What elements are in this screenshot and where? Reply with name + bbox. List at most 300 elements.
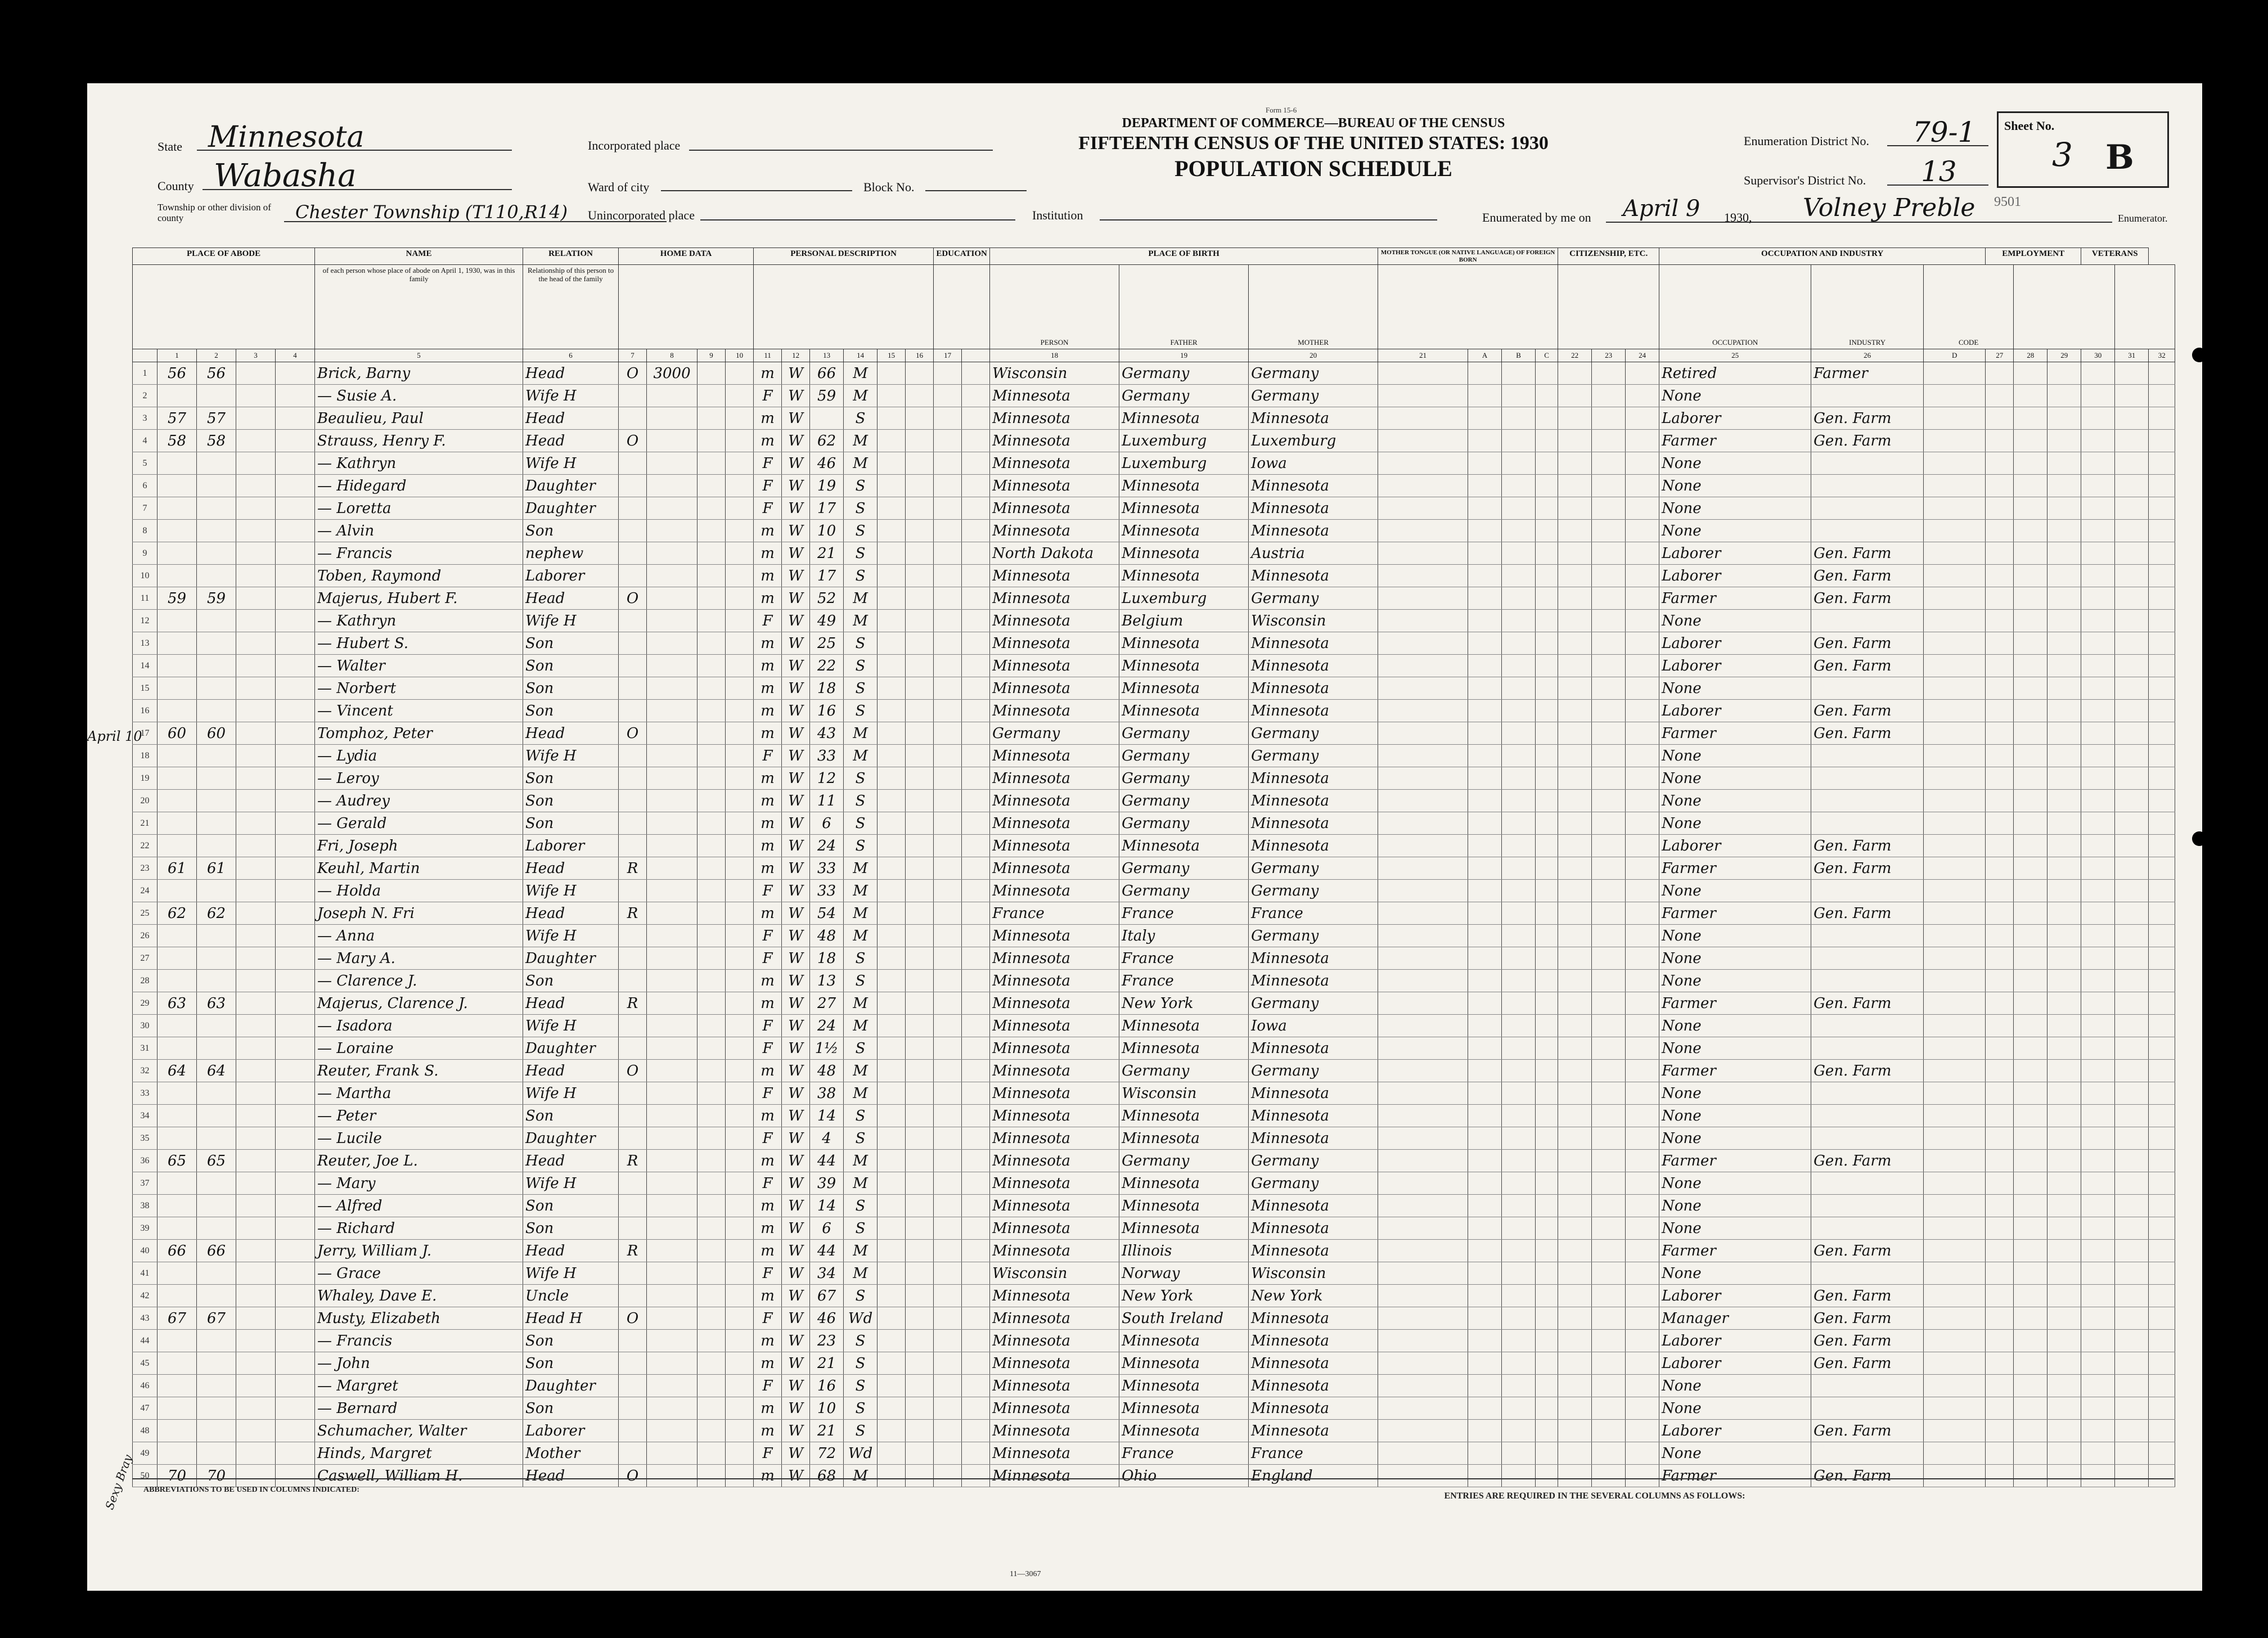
sex: F (754, 880, 782, 902)
code-a (1468, 1240, 1502, 1262)
naturalization (1592, 992, 1626, 1015)
veteran (2081, 1352, 2115, 1375)
veteran (2081, 812, 2115, 835)
table-row (133, 362, 2175, 385)
occupation: Farmer (1659, 857, 1811, 880)
marital-status: M (844, 362, 878, 385)
class-worker (1986, 1060, 2014, 1082)
war (2115, 475, 2149, 497)
veteran (2081, 452, 2115, 475)
sex: F (754, 1037, 782, 1060)
unused-col (236, 722, 276, 745)
farm-schedule (2149, 1105, 2175, 1127)
enumeration-year: 1930, (1724, 210, 1752, 224)
war (2115, 407, 2149, 430)
person-name: Keuhl, Martin (315, 857, 523, 880)
age-married (878, 632, 906, 655)
class-worker (1986, 452, 2014, 475)
census-title: FIFTEENTH CENSUS OF THE UNITED STATES: 1930 (1078, 133, 1549, 154)
immigration-year (1558, 587, 1592, 610)
radio-set (698, 655, 726, 677)
naturalization (1592, 1015, 1626, 1037)
radio-set (698, 790, 726, 812)
birthplace: Minnesota (990, 745, 1119, 767)
father-birthplace: Minnesota (1119, 1397, 1249, 1420)
code-b (1502, 812, 1536, 835)
code-c (1536, 1442, 1558, 1465)
birthplace: Germany (990, 722, 1119, 745)
mother-birthplace: Germany (1249, 587, 1378, 610)
mother-tongue (1378, 610, 1468, 632)
birthplace: Minnesota (990, 700, 1119, 722)
class-worker (1986, 947, 2014, 970)
unused-col (276, 452, 315, 475)
mother-birthplace: Austria (1249, 542, 1378, 565)
code-a (1468, 925, 1502, 947)
father-birthplace: Ohio (1119, 1465, 1249, 1487)
supervisor-district-label: Supervisor's District No. (1744, 173, 1866, 187)
school (906, 1330, 934, 1352)
line-number (2048, 812, 2081, 835)
family-number: 66 (197, 1240, 236, 1262)
row-number: 35 (133, 1127, 158, 1150)
code-b (1502, 1037, 1536, 1060)
race: W (782, 767, 810, 790)
code-a (1468, 587, 1502, 610)
class-worker (1986, 1375, 2014, 1397)
relation: Wife H (523, 1082, 619, 1105)
war (2115, 767, 2149, 790)
farm-schedule (2149, 1262, 2175, 1285)
farm (726, 1240, 754, 1262)
mother-tongue (1378, 565, 1468, 587)
sheet-value: 3 (2052, 136, 2073, 174)
read-write (934, 1037, 962, 1060)
dwelling-number: 57 (158, 407, 197, 430)
person-name: Strauss, Henry F. (315, 430, 523, 452)
war (2115, 1442, 2149, 1465)
row-number: 48 (133, 1420, 158, 1442)
home-value (647, 655, 698, 677)
read-write (934, 565, 962, 587)
table-row (133, 1352, 2175, 1375)
marital-status: S (844, 767, 878, 790)
unused-col (236, 1195, 276, 1217)
radio-set (698, 520, 726, 542)
read-write (934, 925, 962, 947)
race: W (782, 857, 810, 880)
age: 46 (810, 1307, 844, 1330)
code-d (1924, 700, 1986, 722)
age: 22 (810, 655, 844, 677)
immigration-year (1558, 520, 1592, 542)
farm-schedule (2149, 745, 2175, 767)
war (2115, 790, 2149, 812)
birthplace: Minnesota (990, 1150, 1119, 1172)
code-c (1536, 655, 1558, 677)
english (1626, 835, 1659, 857)
veteran (2081, 1217, 2115, 1240)
code-b (1502, 1375, 1536, 1397)
dwelling-number: 67 (158, 1307, 197, 1330)
farm (726, 1150, 754, 1172)
education-subheaders (934, 265, 990, 349)
sex: m (754, 362, 782, 385)
unused-col (276, 1240, 315, 1262)
dwelling-number: 66 (158, 1240, 197, 1262)
school (906, 475, 934, 497)
age-married (878, 812, 906, 835)
naturalization (1592, 475, 1626, 497)
farm-schedule (2149, 970, 2175, 992)
birthplace: Minnesota (990, 1037, 1119, 1060)
code-b (1502, 925, 1536, 947)
age: 48 (810, 925, 844, 947)
naturalization (1592, 1420, 1626, 1442)
code-a (1468, 430, 1502, 452)
line-number (2048, 1397, 2081, 1420)
farm (726, 1285, 754, 1307)
war (2115, 1105, 2149, 1127)
class-worker (1986, 1420, 2014, 1442)
class-worker (1986, 1150, 2014, 1172)
line-number (2048, 992, 2081, 1015)
father-birthplace: Luxemburg (1119, 452, 1249, 475)
header-name: NAME (315, 248, 523, 265)
read-write (934, 452, 962, 475)
radio-set (698, 1352, 726, 1375)
industry: Gen. Farm (1811, 1352, 1924, 1375)
table-row (133, 610, 2175, 632)
veteran (2081, 1285, 2115, 1307)
home-owned (619, 1037, 647, 1060)
farm-schedule (2149, 1060, 2175, 1082)
veteran (2081, 835, 2115, 857)
veteran (2081, 632, 2115, 655)
home-value (647, 880, 698, 902)
sex: m (754, 1330, 782, 1352)
home-owned (619, 1420, 647, 1442)
row-number: 38 (133, 1195, 158, 1217)
code-d (1924, 407, 1986, 430)
age: 10 (810, 1397, 844, 1420)
industry (1811, 497, 1924, 520)
mother-birthplace: Minnesota (1249, 835, 1378, 857)
dwelling-number (158, 1105, 197, 1127)
marital-status: S (844, 1105, 878, 1127)
read-write (934, 1082, 962, 1105)
blank (962, 1195, 990, 1217)
dwelling-number (158, 700, 197, 722)
mother-birthplace: Minnesota (1249, 565, 1378, 587)
blank (962, 565, 990, 587)
citizenship-subheaders (1558, 265, 1659, 349)
occupation: Laborer (1659, 1420, 1811, 1442)
english (1626, 857, 1659, 880)
unused-col (276, 385, 315, 407)
age: 68 (810, 1465, 844, 1487)
class-worker (1986, 407, 2014, 430)
naturalization (1592, 1172, 1626, 1195)
veteran (2081, 992, 2115, 1015)
immigration-year (1558, 452, 1592, 475)
age-married (878, 362, 906, 385)
table-row (133, 812, 2175, 835)
unused-col (236, 542, 276, 565)
table-row (133, 587, 2175, 610)
naturalization (1592, 1150, 1626, 1172)
blank (962, 812, 990, 835)
code-a (1468, 767, 1502, 790)
age-married (878, 970, 906, 992)
relation: Son (523, 790, 619, 812)
dwelling-number (158, 925, 197, 947)
school (906, 1060, 934, 1082)
mother-birthplace: Minnesota (1249, 1082, 1378, 1105)
immigration-year (1558, 1307, 1592, 1330)
english (1626, 1015, 1659, 1037)
relation: Son (523, 1195, 619, 1217)
code-c (1536, 520, 1558, 542)
race: W (782, 925, 810, 947)
read-write (934, 1195, 962, 1217)
industry (1811, 1375, 1924, 1397)
employed (2014, 925, 2048, 947)
occupation: Manager (1659, 1307, 1811, 1330)
blank (962, 1217, 990, 1240)
race: W (782, 722, 810, 745)
code-a (1468, 992, 1502, 1015)
line-number (2048, 542, 2081, 565)
naturalization (1592, 970, 1626, 992)
abode-subheaders (133, 265, 315, 349)
unused-col (276, 1105, 315, 1127)
line-number (2048, 1307, 2081, 1330)
family-number (197, 1015, 236, 1037)
code-a (1468, 565, 1502, 587)
dwelling-number (158, 677, 197, 700)
home-owned: O (619, 362, 647, 385)
table-row (133, 430, 2175, 452)
immigration-year (1558, 857, 1592, 880)
war (2115, 745, 2149, 767)
relation: Wife H (523, 610, 619, 632)
family-number (197, 880, 236, 902)
farm-schedule (2149, 1240, 2175, 1262)
mother-birthplace: Minnesota (1249, 812, 1378, 835)
father-birthplace: Germany (1119, 1060, 1249, 1082)
code-d (1924, 880, 1986, 902)
blank (962, 767, 990, 790)
farm-schedule (2149, 790, 2175, 812)
naturalization (1592, 790, 1626, 812)
code-a (1468, 947, 1502, 970)
family-number: 64 (197, 1060, 236, 1082)
line-number (2048, 722, 2081, 745)
employed (2014, 992, 2048, 1015)
mother-birthplace: Minnesota (1249, 700, 1378, 722)
dwelling-number (158, 497, 197, 520)
class-worker (1986, 857, 2014, 880)
farm-schedule (2149, 992, 2175, 1015)
class-worker (1986, 1082, 2014, 1105)
code-d (1924, 1262, 1986, 1285)
relation: Head (523, 1150, 619, 1172)
read-write (934, 1240, 962, 1262)
code-d (1924, 497, 1986, 520)
immigration-year (1558, 1127, 1592, 1150)
employed (2014, 430, 2048, 452)
code-d (1924, 902, 1986, 925)
person-name: — Alfred (315, 1195, 523, 1217)
english (1626, 1060, 1659, 1082)
race: W (782, 1240, 810, 1262)
naturalization (1592, 520, 1626, 542)
mother-birthplace: Minnesota (1249, 655, 1378, 677)
read-write (934, 722, 962, 745)
line-number (2048, 1037, 2081, 1060)
unused-col (236, 902, 276, 925)
farm-schedule (2149, 497, 2175, 520)
employed (2014, 1397, 2048, 1420)
occupation: None (1659, 790, 1811, 812)
mother-birthplace: Minnesota (1249, 677, 1378, 700)
unused-col (236, 430, 276, 452)
code-c (1536, 880, 1558, 902)
occupation: None (1659, 1037, 1811, 1060)
sex: m (754, 1397, 782, 1420)
farm (726, 1037, 754, 1060)
blank (962, 857, 990, 880)
farm (726, 565, 754, 587)
occupation: None (1659, 947, 1811, 970)
unused-col (236, 1330, 276, 1352)
code-c (1536, 1172, 1558, 1195)
dwelling-number (158, 1375, 197, 1397)
war (2115, 722, 2149, 745)
dwelling-number: 63 (158, 992, 197, 1015)
radio-set (698, 407, 726, 430)
age-married (878, 880, 906, 902)
occupation: None (1659, 452, 1811, 475)
unused-col (276, 475, 315, 497)
father-birthplace: Minnesota (1119, 475, 1249, 497)
enumeration-date: April 9 (1623, 196, 1700, 222)
relation: Son (523, 1105, 619, 1127)
birthplace: Minnesota (990, 880, 1119, 902)
blank (962, 452, 990, 475)
english (1626, 1262, 1659, 1285)
supervisor-district-value: 13 (1921, 155, 1957, 188)
home-value (647, 970, 698, 992)
row-number: 9 (133, 542, 158, 565)
home-value (647, 745, 698, 767)
blank (962, 430, 990, 452)
code-b (1502, 1015, 1536, 1037)
code-a (1468, 677, 1502, 700)
blank (962, 587, 990, 610)
radio-set (698, 1037, 726, 1060)
person-name: — Audrey (315, 790, 523, 812)
relation-description: Relationship of this person to the head of the family (523, 265, 619, 349)
unused-col (236, 1420, 276, 1442)
relation: Wife H (523, 385, 619, 407)
unused-col (236, 1217, 276, 1240)
marital-status: Wd (844, 1307, 878, 1330)
english (1626, 947, 1659, 970)
blank (962, 632, 990, 655)
farm-schedule (2149, 1307, 2175, 1330)
occupation: Farmer (1659, 722, 1811, 745)
mother-birthplace: Germany (1249, 1060, 1378, 1082)
read-write (934, 1060, 962, 1082)
farm (726, 812, 754, 835)
farm-schedule (2149, 1330, 2175, 1352)
home-owned (619, 1172, 647, 1195)
department-line: DEPARTMENT OF COMMERCE—BUREAU OF THE CENSUS (1122, 116, 1505, 130)
class-worker (1986, 655, 2014, 677)
industry (1811, 1195, 1924, 1217)
veteran (2081, 542, 2115, 565)
school (906, 1105, 934, 1127)
code-b (1502, 745, 1536, 767)
table-row (133, 947, 2175, 970)
person-name: Schumacher, Walter (315, 1420, 523, 1442)
father-birthplace: Germany (1119, 722, 1249, 745)
code-a (1468, 1285, 1502, 1307)
industry: Gen. Farm (1811, 1285, 1924, 1307)
mother-birthplace: Germany (1249, 857, 1378, 880)
industry: Gen. Farm (1811, 655, 1924, 677)
immigration-year (1558, 542, 1592, 565)
code-a (1468, 745, 1502, 767)
birthplace: Minnesota (990, 970, 1119, 992)
radio-set (698, 1060, 726, 1082)
relation: Wife H (523, 880, 619, 902)
header-veterans: VETERANS (2081, 248, 2149, 265)
father-birthplace: France (1119, 970, 1249, 992)
relation: Head (523, 1240, 619, 1262)
blank (962, 700, 990, 722)
birthplace: Minnesota (990, 1442, 1119, 1465)
war (2115, 1397, 2149, 1420)
code-d (1924, 362, 1986, 385)
mother-tongue (1378, 1307, 1468, 1330)
mother-tongue (1378, 1015, 1468, 1037)
code-a (1468, 970, 1502, 992)
archive-stamp: 9501 (1994, 195, 2021, 209)
code-b (1502, 542, 1536, 565)
relation: Wife H (523, 452, 619, 475)
employed (2014, 497, 2048, 520)
english (1626, 520, 1659, 542)
sex: m (754, 587, 782, 610)
person-name: — Bernard (315, 1397, 523, 1420)
unused-col (236, 520, 276, 542)
code-d (1924, 430, 1986, 452)
birthplace: Minnesota (990, 430, 1119, 452)
unused-col (236, 632, 276, 655)
dwelling-number: 62 (158, 902, 197, 925)
family-number (197, 1105, 236, 1127)
table-row (133, 902, 2175, 925)
person-name: — Isadora (315, 1015, 523, 1037)
race: W (782, 1127, 810, 1150)
marital-status: M (844, 925, 878, 947)
home-owned (619, 790, 647, 812)
person-name: — John (315, 1352, 523, 1375)
dwelling-number (158, 385, 197, 407)
